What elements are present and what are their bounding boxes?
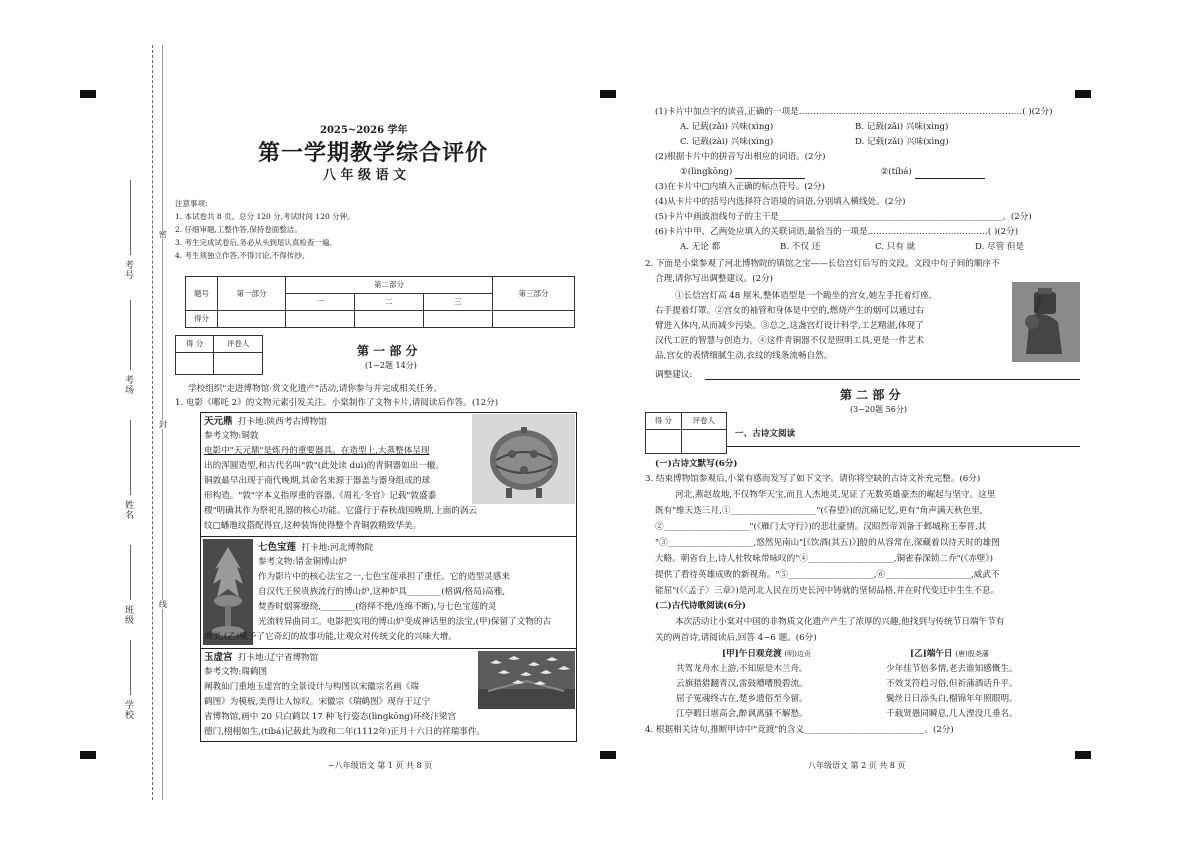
boshan-censer-image xyxy=(203,539,253,645)
card2-ref: 参考文物:错金铜博山炉 xyxy=(258,557,347,567)
poem-b-line-3: 鬓丝日日添头白,榴锦年年照眼明。 xyxy=(886,694,1018,704)
q3-line-1: 3. 结束博物馆参观后,小棠有感而发写了如下文字。请你将空缺的古诗文补充完整。(6分) xyxy=(645,474,981,484)
card1-line-1: 电影中"天元鼎"是炼丹的重要器具。在造型上,大蒸整体呈现 xyxy=(204,446,430,456)
poem-a-line-1: 共驾龙舟水上游,不知原是木兰舟。 xyxy=(676,664,808,674)
q4-intro-2: 关的两首诗,请阅读后,回答 4~6 题。(6分) xyxy=(655,633,817,643)
score-cell-sub1[interactable] xyxy=(286,311,355,328)
binding-mi: 密 xyxy=(156,230,168,239)
card2-line-2: 自汉代王侯贵族流行的博山炉,这种炉具________(格调/格局)高雅, xyxy=(258,587,506,597)
card-divider-2 xyxy=(201,648,576,649)
poem-a-line-4: 江亭暇日堪高会,醉讽离骚不解愁。 xyxy=(676,709,808,719)
card3-line-2: 鹤图》为模板,美得让人惊叹。宋徽宗《瑞鹤图》现存于辽宁 xyxy=(204,697,431,707)
section1-subtitle: (1~2题 14分) xyxy=(365,361,417,370)
year-label: 2025~2026 学年 xyxy=(320,125,408,136)
section2-title: 第 二 部 分 xyxy=(840,388,901,402)
score-table-part2: 第二部分 xyxy=(286,277,493,294)
q2-para-5: 品,宫女的表情细腻生动,衣纹的线条流畅自然。 xyxy=(655,351,833,361)
card3-line-3: 省博物馆,画中 20 只白鹤以 17 种飞行姿态(lìngkōng)环绕汴梁宫 xyxy=(204,712,457,722)
exam-subtitle: 八 年 级 语 文 xyxy=(323,168,407,183)
grader-box-part2 xyxy=(645,412,727,454)
score-table-sub2: 二 xyxy=(354,294,423,311)
score-table-label-score: 得分 xyxy=(186,311,218,328)
card2-line-5: 典美,(乙)赋予了它奇幻的故事功能,让观众对传统文化的兴味大增。 xyxy=(204,632,457,642)
card2-heading xyxy=(258,541,373,556)
binding-feng: 封 xyxy=(156,420,168,429)
poem-b-line-1: 少年佳节倍多情,老去谁知感慨生。 xyxy=(886,664,1018,674)
binding-room-label: 考场 xyxy=(122,375,133,395)
card1-line-4: 形构造。"敦"字本义指厚重的容器,《周礼·冬官》记载"敦盛黍 xyxy=(204,491,437,501)
score-table-part1: 第一部分 xyxy=(218,277,286,311)
notes-1: 1. 本试卷共 8 页。总分 120 分,考试时间 120 分钟。 xyxy=(175,212,355,221)
grader-box-grader-label: 评卷人 xyxy=(214,336,263,353)
q2-answer-line[interactable] xyxy=(705,379,1080,380)
poem-a-line-2: 云旗猎猎翻青汉,雷鼓嘈嘈殷碧流。 xyxy=(676,679,808,689)
registration-mark-tm xyxy=(600,90,616,98)
score-table-part3: 第三部分 xyxy=(493,277,575,311)
q3-line-2: 河北,燕赵故地,不仅物华天宝,而且人杰地灵,见证了无数英雄豪杰的崛起与坚守。这里 xyxy=(675,490,996,500)
card1-line-3: 铜敦最早出现于商代晚期,其命名来源于器盖与器身组成的球 xyxy=(204,476,431,486)
q1-sub-1: (1)卡片中加点字的读音,正确的一项是……………………………………………………………………( )(2分) xyxy=(655,107,1053,117)
q3-line-5[interactable]: "③____________________,悠然见南山"[《饮酒(其五)》]般的从容常在,深藏着以待天时的雄图 xyxy=(655,538,1000,548)
card2-line-4: 光流转异曲同工。电影把实用的博山炉变成神话里的法宝,(甲)保留了文物的古 xyxy=(258,617,552,627)
poem-a-line-3: 屈子冤魂终古在,楚乡遗俗至今留。 xyxy=(676,694,808,704)
card3-title: 玉虚宫 xyxy=(204,652,233,663)
binding-exam-no-label: 考号 xyxy=(122,260,133,280)
binding-exam-no-field[interactable] xyxy=(130,180,131,255)
part-one-rule xyxy=(727,446,1080,447)
poem-b-line-4: 千载贤愚同瞬息,几人湮没几垂名。 xyxy=(886,709,1018,719)
q1-sub1-option-b[interactable]: B. 记载(zǎi) 兴味(xìng) xyxy=(855,122,949,132)
question-1: 1. 电影《哪吒 2》的文物元素引发关注。小棠制作了文物卡片,请阅读后作答。(12分) xyxy=(175,398,499,408)
part-one-heading: 一、古诗文阅读 xyxy=(735,429,796,439)
registration-mark-bm xyxy=(600,751,616,759)
score-cell-part1[interactable] xyxy=(218,311,286,328)
card-divider-1 xyxy=(201,536,576,537)
card3-line-4: 德门,栩栩如生,(tíbá)记载此为政和二年(1112年)正月十六日的祥瑞事件。 xyxy=(204,727,486,737)
score-table-sub1: 一 xyxy=(286,294,355,311)
q2-para-2: 右手提着灯罩。②宫女的袖管和身体是中空的,燃烧产生的烟可以通过右 xyxy=(655,306,925,316)
registration-mark-bl xyxy=(80,751,96,759)
q1-sub-3: (3)在卡片中□内填入正确的标点符号。(2分) xyxy=(655,182,825,192)
grader-box2-score-cell[interactable] xyxy=(646,430,682,454)
card3-line-1: 阐教仙门重地玉虚宫的全景设计与构图以宋徽宗名画《瑞 xyxy=(204,682,419,692)
poem-a-author: (明)边贡 xyxy=(784,650,811,658)
q3-line-6[interactable]: 大略。朝省台上,诗人杜牧咏带咏叹的"④____________________,铜雀春深锁二乔"(《赤壁》) xyxy=(655,554,994,564)
q1-sub2-pinyin-row xyxy=(680,166,985,179)
poem-b-title: [乙]端午日 xyxy=(910,649,953,659)
q1-sub6-option-b[interactable]: B. 不仅 还 xyxy=(780,242,821,252)
question-2-line-2: 合理,请你写出调整建议。(2分) xyxy=(655,274,774,284)
q1-sub1-option-c[interactable]: C. 记载(zài) 兴味(xìng) xyxy=(680,137,774,147)
q3-line-7[interactable]: 提供了看待英雄成败的新视角。"⑤____________________,⑥____________________,威武不 xyxy=(655,570,1000,580)
card2-title: 七色宝莲 xyxy=(258,542,297,553)
notes-title: 注意事项: xyxy=(175,199,208,208)
right-page-footer: 八年级语文 第 2 页 共 8 页 xyxy=(808,761,906,770)
card1-checkin: 打卡地:陕西考古博物馆 xyxy=(237,417,327,427)
card1-title: 天元鼎 xyxy=(204,416,233,427)
binding-room-field[interactable] xyxy=(130,300,131,370)
binding-name-label: 姓名 xyxy=(122,500,133,520)
notes-3: 3. 考生完成试卷后,务必从头到尾认真检查一遍。 xyxy=(175,238,337,247)
grader-box2-grader-label: 评卷人 xyxy=(681,413,726,430)
score-table xyxy=(185,276,575,328)
card2-line-3: 焚香时烟雾缭绕,________(络绎不绝/连绵不断),与七色宝莲的灵 xyxy=(258,602,497,612)
poem-a-title: [甲]午日观竞渡 xyxy=(722,649,782,659)
q3-line-3[interactable]: 既有"维天迭三月,①____________________"(《春望》)的沉痛记忆,更有"角声满天秋色里, xyxy=(655,506,983,516)
binding-xian: 线 xyxy=(156,600,168,609)
binding-school-label: 学校 xyxy=(122,700,133,720)
pinyin-1: ①(lìngkōng) xyxy=(680,167,733,177)
q1-sub6-option-c[interactable]: C. 只有 就 xyxy=(875,242,916,252)
score-table-label-qno: 题号 xyxy=(186,277,218,311)
registration-mark-tl xyxy=(80,90,96,98)
registration-mark-br xyxy=(1075,751,1091,759)
crane-painting-image xyxy=(478,651,575,709)
q1-sub6-option-d[interactable]: D. 尽管 但是 xyxy=(975,242,1025,252)
notes-4: 4. 考生须独立作答,不得讨论,不得传抄。 xyxy=(175,251,310,260)
grader-box-score-label: 得 分 xyxy=(176,336,214,353)
grader-box2-grader-cell[interactable] xyxy=(681,430,726,454)
q3-line-8: 能屈"(《〈孟子〉三章》)是河北人民在历史长河中铸就的坚韧品格,并在时代变迁中生生不息。 xyxy=(655,586,1000,596)
card1-line-2: 出的浑圆造型,和古代名叫"敦"(此处读 duì)的青铜器如出一辙。 xyxy=(204,461,445,471)
binding-dash-line xyxy=(152,45,153,800)
binding-class-label: 班级 xyxy=(122,605,133,625)
q2-para-3: 臂进入体内,从而减少污染。③总之,这盏宫灯设计科学,工艺精湛,体现了 xyxy=(655,321,924,331)
changxin-palace-lamp-image xyxy=(1012,282,1080,362)
question-4[interactable]: 4. 根据相关诗句,推断甲诗中"竞渡"的含义____________________________。(2分) xyxy=(645,725,954,735)
score-cell-part3[interactable] xyxy=(493,311,575,328)
registration-mark-tr xyxy=(1075,90,1091,98)
q1-sub1-option-d[interactable]: D. 记载(zǎi) 兴味(xìng) xyxy=(855,137,949,147)
card1-ref: 参考文物:铜敦 xyxy=(204,431,259,441)
sub-b-heading: (二)古代诗歌阅读(6分) xyxy=(655,601,746,611)
grader-box-score-cell[interactable] xyxy=(176,353,214,375)
pinyin-1-answer[interactable] xyxy=(735,169,805,179)
grader-box-grader-cell[interactable] xyxy=(214,353,263,375)
q1-sub-6: (6)卡片中甲、乙两处应填入的关联词语,最恰当的一项是……………………………………( )(2分) xyxy=(655,227,1019,237)
q3-line-4[interactable]: ②____________________"(《雁门太守行》)的悲壮豪情。汉昭烈帝刘备于邺城称王奉晋,其 xyxy=(655,522,987,532)
q2-para-4: 汉代工匠的智慧与创造力。④这件青铜器不仅是照明工具,更是一件艺术 xyxy=(655,336,925,346)
q1-sub1-option-a[interactable]: A. 记载(zǎi) 兴味(xìng) xyxy=(680,122,774,132)
score-table-sub3: 三 xyxy=(423,294,492,311)
exam-title: 第一学期教学综合评价 xyxy=(258,140,489,166)
q2-para-1: ①长信宫灯高 48 厘米,整体造型是一个跪坐的宫女,她左手托着灯座, xyxy=(675,291,932,301)
poem-b-heading xyxy=(910,648,989,661)
left-page-footer: ~八年级语文 第 1 页 共 8 页 xyxy=(328,761,433,770)
poem-a-heading xyxy=(722,648,811,661)
grader-box-part1 xyxy=(175,335,263,375)
pinyin-2: ②(tíbá) xyxy=(880,167,912,177)
q2-answer-label: 调整建议: xyxy=(655,370,693,380)
notes-2: 2. 仔细审题,工整作答,保持卷面整洁。 xyxy=(175,225,302,234)
q1-sub-4: (4)从卡片中的括号内选择符合语境的词语,分别填入横线处。(2分) xyxy=(655,197,906,207)
poem-b-line-2: 不效艾符趋习俗,但祈蒲酒话升平。 xyxy=(886,679,1018,689)
binding-class-field[interactable] xyxy=(130,545,131,600)
card1-line-5: 稷"明确其作为祭祀礼器的核心功能。它盛行于春秋战国晚期,上面的涡云 xyxy=(204,506,478,516)
card1-heading xyxy=(204,415,327,430)
binding-school-field[interactable] xyxy=(130,640,131,695)
card3-ref: 参考文物:瑞鹤图 xyxy=(204,667,268,677)
card1-line-6: 纹□蟠虺纹搭配得宜,这种装饰使得整个青铜敦精致华美。 xyxy=(204,521,422,531)
intro-text: 学校组织"走进博物馆·赏文化遗产"活动,请你参与并完成相关任务。 xyxy=(188,384,442,394)
pinyin-2-answer[interactable] xyxy=(915,169,985,179)
q1-sub-5[interactable]: (5)卡片中画波浪线句子的主干是____________________________________________________。(2分) xyxy=(655,212,1032,222)
q1-sub6-option-a[interactable]: A. 无论 都 xyxy=(680,242,721,252)
section1-title: 第 一 部 分 xyxy=(357,344,418,358)
card2-line-1: 作为影片中的核心法宝之一,七色宝莲承担了重任。它的造型灵感来 xyxy=(258,572,510,582)
binding-name-field[interactable] xyxy=(130,420,131,495)
card3-checkin: 打卡地:辽宁省博物馆 xyxy=(237,653,319,663)
q4-intro-1: 本次活动让小棠对中国的非物质文化遗产产生了浓厚的兴趣,他找到与传统节日端午节有 xyxy=(675,617,1005,627)
question-2-line-1: 2. 下面是小棠参观了河北博物院的镇馆之宝——长信宫灯后写的文段。文段中句子间的顺序不 xyxy=(645,259,1000,269)
score-cell-sub2[interactable] xyxy=(354,311,423,328)
sub-a-heading: (一)古诗文默写(6分) xyxy=(655,459,738,469)
score-cell-sub3[interactable] xyxy=(423,311,492,328)
poem-b-author: (唐)殷尧藩 xyxy=(955,650,989,658)
bronze-dui-image xyxy=(472,414,575,504)
grader-box2-score-label: 得 分 xyxy=(646,413,682,430)
q1-sub-2: (2)根据卡片中的拼音写出相应的词语。(2分) xyxy=(655,152,826,162)
card3-heading xyxy=(204,651,318,666)
section2-subtitle: (3~20题 56分) xyxy=(850,405,907,414)
card2-checkin: 打卡地:河北博物院 xyxy=(301,543,374,553)
